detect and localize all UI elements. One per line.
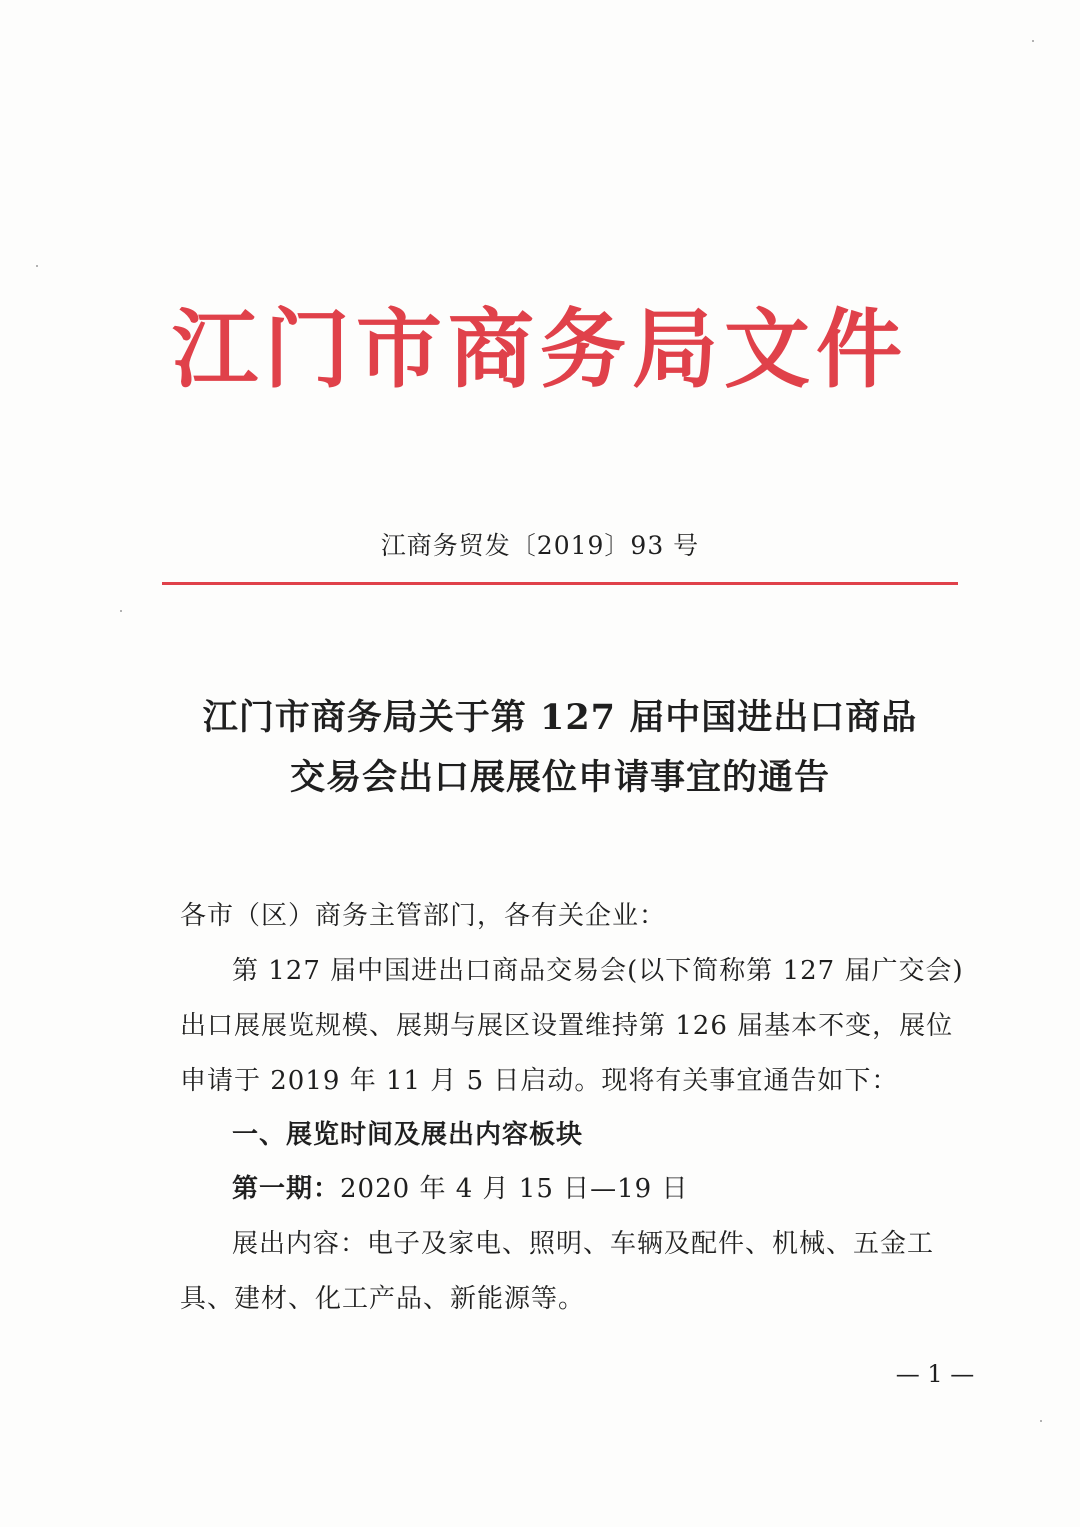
section-1-heading: 一、展览时间及展出内容板块 [232, 1120, 584, 1150]
phase-1-dates: 2020 年 4 月 15 日—19 日 [340, 1174, 689, 1204]
document-number: 江商务贸发〔2019〕93 号 [380, 531, 700, 560]
phase-1-label: 第一期： [232, 1174, 341, 1204]
scan-speck [36, 265, 38, 267]
issuer-header-title: 江门市商务局文件 [172, 299, 908, 400]
red-divider-line [162, 582, 958, 585]
notice-title-line-1: 江门市商务局关于第 127 届中国进出口商品 [202, 697, 918, 738]
scan-speck [1040, 1420, 1042, 1422]
scan-speck [1032, 40, 1034, 42]
page-number: — 1 — [895, 1360, 975, 1388]
salutation: 各市（区）商务主管部门，各有关企业： [180, 901, 667, 931]
exhibits-line-1: 展出内容：电子及家电、照明、车辆及配件、机械、五金工 [232, 1229, 935, 1259]
paragraph-1-line-3: 申请于 2019 年 11 月 5 日启动。现将有关事宜通告如下： [180, 1066, 899, 1096]
scan-speck [120, 610, 122, 612]
notice-title-line-2: 交易会出口展展位申请事宜的通告 [289, 757, 830, 798]
paragraph-1-line-1: 第 127 届中国进出口商品交易会(以下简称第 127 届广交会) [232, 956, 964, 986]
paragraph-1-line-2: 出口展展览规模、展期与展区设置维持第 126 届基本不变，展位 [180, 1011, 954, 1041]
phase-1-line [232, 1171, 972, 1207]
exhibits-line-2: 具、建材、化工产品、新能源等。 [180, 1284, 586, 1314]
notice-title [130, 688, 990, 808]
